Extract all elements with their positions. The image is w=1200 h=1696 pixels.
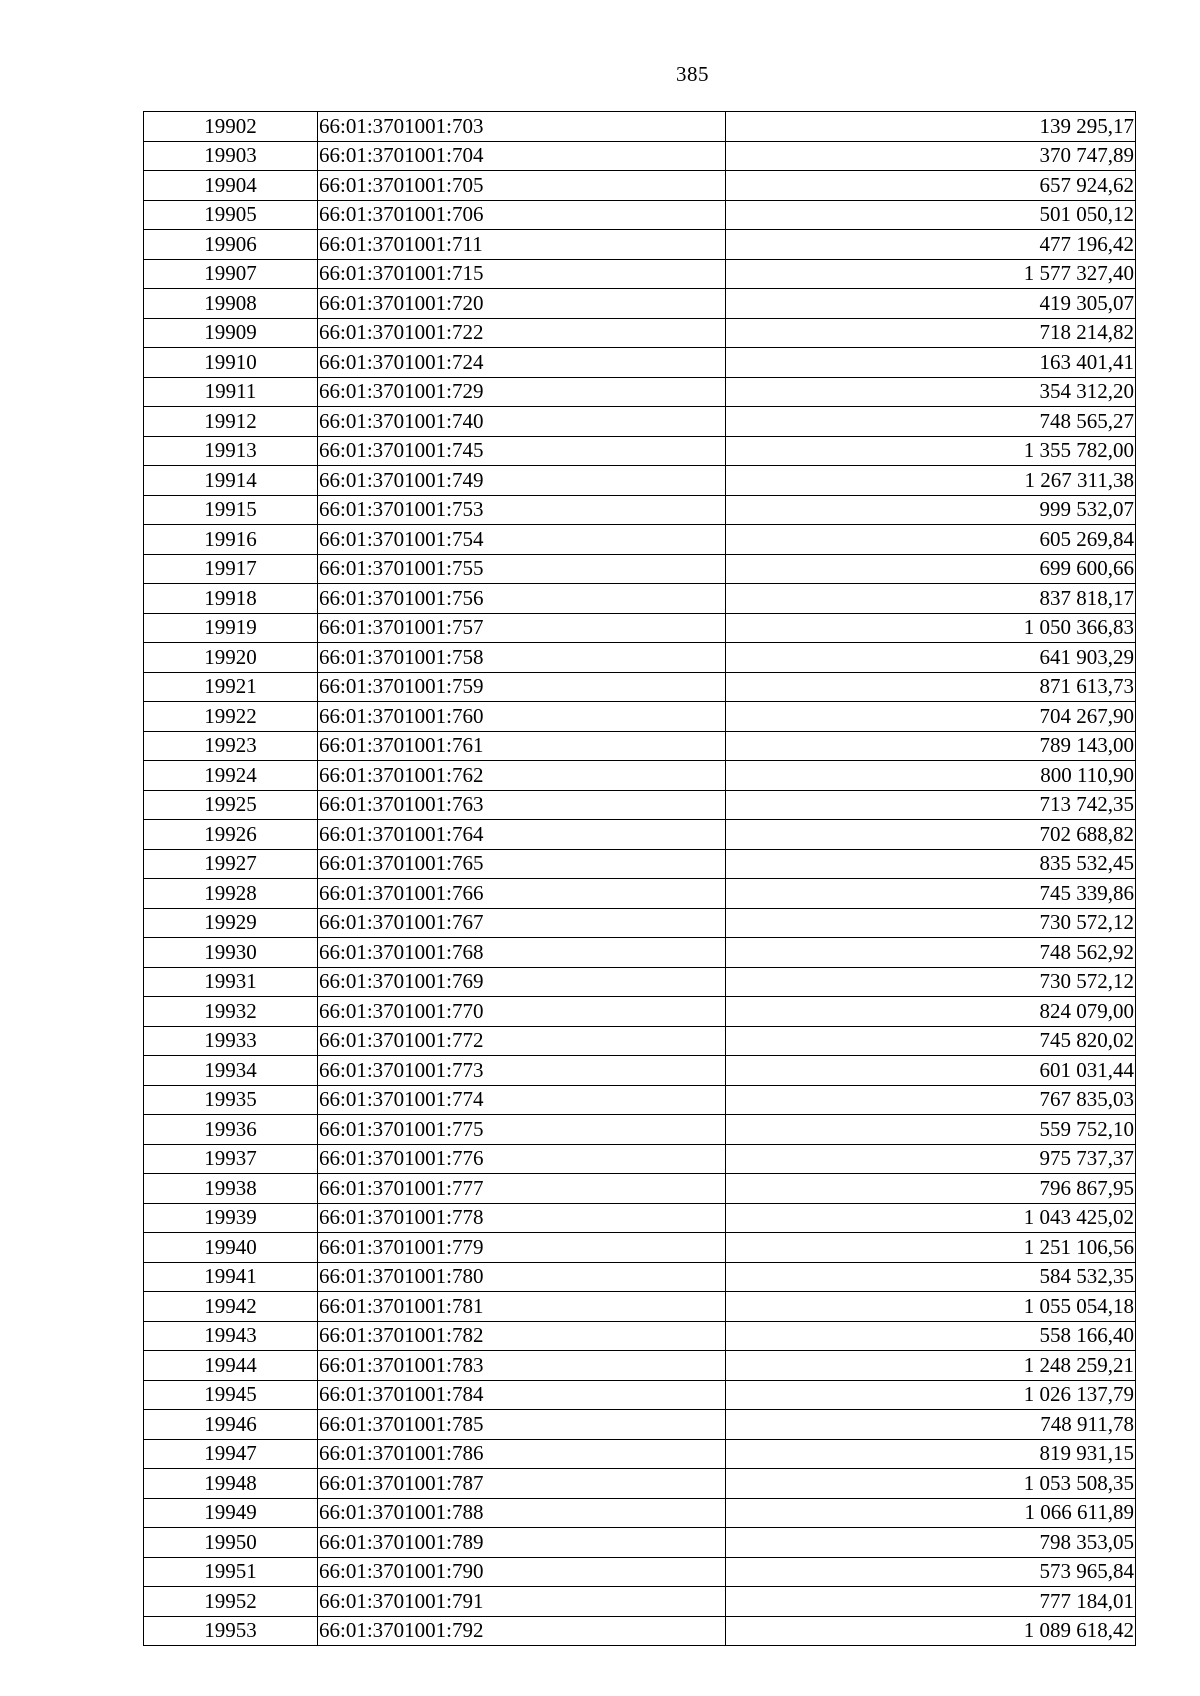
row-number-cell: 19908 (144, 289, 318, 319)
cadastral-value-cell: 559 752,10 (726, 1115, 1136, 1145)
row-number-cell: 19947 (144, 1439, 318, 1469)
table-row (144, 1056, 1136, 1086)
cadastral-value-cell: 748 911,78 (726, 1410, 1136, 1440)
cadastral-value-cell: 501 050,12 (726, 200, 1136, 230)
cadastral-number-cell: 66:01:3701001:776 (318, 1144, 726, 1174)
cadastral-value-cell: 798 353,05 (726, 1528, 1136, 1558)
cadastral-number-cell: 66:01:3701001:767 (318, 908, 726, 938)
cadastral-number-cell: 66:01:3701001:762 (318, 761, 726, 791)
cadastral-number-cell: 66:01:3701001:787 (318, 1469, 726, 1499)
table-row (144, 1351, 1136, 1381)
cadastral-number-cell: 66:01:3701001:756 (318, 584, 726, 614)
cadastral-value-cell: 1 050 366,83 (726, 613, 1136, 643)
cadastral-number-cell: 66:01:3701001:773 (318, 1056, 726, 1086)
cadastral-value-cell: 1 055 054,18 (726, 1292, 1136, 1322)
cadastral-value-cell: 584 532,35 (726, 1262, 1136, 1292)
row-number-cell: 19920 (144, 643, 318, 673)
row-number-cell: 19924 (144, 761, 318, 791)
cadastral-number-cell: 66:01:3701001:784 (318, 1380, 726, 1410)
row-number-cell: 19941 (144, 1262, 318, 1292)
table-row (144, 230, 1136, 260)
cadastral-number-cell: 66:01:3701001:780 (318, 1262, 726, 1292)
row-number-cell: 19928 (144, 879, 318, 909)
table-row (144, 112, 1136, 142)
row-number-cell: 19932 (144, 997, 318, 1027)
cadastral-number-cell: 66:01:3701001:782 (318, 1321, 726, 1351)
row-number-cell: 19930 (144, 938, 318, 968)
cadastral-value-cell: 730 572,12 (726, 908, 1136, 938)
table-row (144, 584, 1136, 614)
cadastral-number-cell: 66:01:3701001:775 (318, 1115, 726, 1145)
table-row (144, 1587, 1136, 1617)
cadastral-value-cell: 975 737,37 (726, 1144, 1136, 1174)
row-number-cell: 19936 (144, 1115, 318, 1145)
cadastral-value-cell: 1 026 137,79 (726, 1380, 1136, 1410)
cadastral-number-cell: 66:01:3701001:720 (318, 289, 726, 319)
cadastral-number-cell: 66:01:3701001:774 (318, 1085, 726, 1115)
cadastral-value-cell: 657 924,62 (726, 171, 1136, 201)
cadastral-value-cell: 748 565,27 (726, 407, 1136, 437)
row-number-cell: 19902 (144, 112, 318, 142)
row-number-cell: 19943 (144, 1321, 318, 1351)
row-number-cell: 19909 (144, 318, 318, 348)
cadastral-value-cell: 139 295,17 (726, 112, 1136, 142)
row-number-cell: 19944 (144, 1351, 318, 1381)
cadastral-value-cell: 641 903,29 (726, 643, 1136, 673)
cadastral-number-cell: 66:01:3701001:760 (318, 702, 726, 732)
cadastral-value-cell: 1 251 106,56 (726, 1233, 1136, 1263)
row-number-cell: 19940 (144, 1233, 318, 1263)
table-row (144, 1262, 1136, 1292)
row-number-cell: 19919 (144, 613, 318, 643)
cadastral-value-cell: 1 053 508,35 (726, 1469, 1136, 1499)
table-row (144, 495, 1136, 525)
row-number-cell: 19905 (144, 200, 318, 230)
cadastral-number-cell: 66:01:3701001:761 (318, 731, 726, 761)
table-row (144, 1528, 1136, 1558)
table-row (144, 407, 1136, 437)
row-number-cell: 19949 (144, 1498, 318, 1528)
table-row (144, 849, 1136, 879)
table-row (144, 1439, 1136, 1469)
table-row (144, 967, 1136, 997)
table-row (144, 1616, 1136, 1646)
cadastral-number-cell: 66:01:3701001:792 (318, 1616, 726, 1646)
cadastral-value-cell: 748 562,92 (726, 938, 1136, 968)
table-row (144, 643, 1136, 673)
row-number-cell: 19923 (144, 731, 318, 761)
cadastral-value-cell: 1 267 311,38 (726, 466, 1136, 496)
cadastral-number-cell: 66:01:3701001:788 (318, 1498, 726, 1528)
cadastral-value-cell: 370 747,89 (726, 141, 1136, 171)
row-number-cell: 19917 (144, 554, 318, 584)
cadastral-value-cell: 1 089 618,42 (726, 1616, 1136, 1646)
cadastral-number-cell: 66:01:3701001:757 (318, 613, 726, 643)
cadastral-number-cell: 66:01:3701001:745 (318, 436, 726, 466)
cadastral-value-cell: 1 248 259,21 (726, 1351, 1136, 1381)
row-number-cell: 19910 (144, 348, 318, 378)
table-row (144, 1557, 1136, 1587)
cadastral-number-cell: 66:01:3701001:786 (318, 1439, 726, 1469)
cadastral-value-cell: 704 267,90 (726, 702, 1136, 732)
row-number-cell: 19911 (144, 377, 318, 407)
cadastral-value-cell: 796 867,95 (726, 1174, 1136, 1204)
row-number-cell: 19937 (144, 1144, 318, 1174)
table-row (144, 702, 1136, 732)
cadastral-number-cell: 66:01:3701001:789 (318, 1528, 726, 1558)
cadastral-value-cell: 163 401,41 (726, 348, 1136, 378)
cadastral-number-cell: 66:01:3701001:764 (318, 820, 726, 850)
table-row (144, 318, 1136, 348)
cadastral-number-cell: 66:01:3701001:706 (318, 200, 726, 230)
cadastral-value-cell: 1 577 327,40 (726, 259, 1136, 289)
cadastral-number-cell: 66:01:3701001:758 (318, 643, 726, 673)
table-row (144, 1498, 1136, 1528)
table-row (144, 613, 1136, 643)
table-row (144, 554, 1136, 584)
row-number-cell: 19918 (144, 584, 318, 614)
table-row (144, 1085, 1136, 1115)
table-row (144, 259, 1136, 289)
cadastral-value-cell: 730 572,12 (726, 967, 1136, 997)
table-row (144, 761, 1136, 791)
row-number-cell: 19939 (144, 1203, 318, 1233)
table-row (144, 436, 1136, 466)
cadastral-value-cell: 1 355 782,00 (726, 436, 1136, 466)
table-row (144, 141, 1136, 171)
row-number-cell: 19945 (144, 1380, 318, 1410)
cadastral-number-cell: 66:01:3701001:781 (318, 1292, 726, 1322)
table-row (144, 1321, 1136, 1351)
cadastral-value-cell: 605 269,84 (726, 525, 1136, 555)
table-row (144, 171, 1136, 201)
table-row (144, 938, 1136, 968)
table-row (144, 820, 1136, 850)
row-number-cell: 19953 (144, 1616, 318, 1646)
row-number-cell: 19934 (144, 1056, 318, 1086)
row-number-cell: 19906 (144, 230, 318, 260)
row-number-cell: 19922 (144, 702, 318, 732)
cadastral-value-cell: 1 066 611,89 (726, 1498, 1136, 1528)
table-row (144, 1203, 1136, 1233)
row-number-cell: 19913 (144, 436, 318, 466)
row-number-cell: 19946 (144, 1410, 318, 1440)
row-number-cell: 19912 (144, 407, 318, 437)
cadastral-value-cell: 1 043 425,02 (726, 1203, 1136, 1233)
cadastral-number-cell: 66:01:3701001:740 (318, 407, 726, 437)
table-row (144, 997, 1136, 1027)
row-number-cell: 19935 (144, 1085, 318, 1115)
cadastral-value-cell: 713 742,35 (726, 790, 1136, 820)
cadastral-number-cell: 66:01:3701001:790 (318, 1557, 726, 1587)
cadastral-number-cell: 66:01:3701001:754 (318, 525, 726, 555)
table-row (144, 289, 1136, 319)
cadastral-number-cell: 66:01:3701001:722 (318, 318, 726, 348)
table-body (144, 112, 1136, 1646)
cadastral-number-cell: 66:01:3701001:715 (318, 259, 726, 289)
row-number-cell: 19915 (144, 495, 318, 525)
cadastral-number-cell: 66:01:3701001:704 (318, 141, 726, 171)
cadastral-number-cell: 66:01:3701001:769 (318, 967, 726, 997)
row-number-cell: 19926 (144, 820, 318, 850)
table-row (144, 1144, 1136, 1174)
cadastral-value-cell: 789 143,00 (726, 731, 1136, 761)
cadastral-value-cell: 745 339,86 (726, 879, 1136, 909)
cadastral-value-cell: 558 166,40 (726, 1321, 1136, 1351)
cadastral-number-cell: 66:01:3701001:777 (318, 1174, 726, 1204)
cadastral-value-cell: 699 600,66 (726, 554, 1136, 584)
cadastral-value-cell: 354 312,20 (726, 377, 1136, 407)
cadastral-value-cell: 824 079,00 (726, 997, 1136, 1027)
cadastral-value-cell: 767 835,03 (726, 1085, 1136, 1115)
table-row (144, 1026, 1136, 1056)
cadastral-number-cell: 66:01:3701001:772 (318, 1026, 726, 1056)
cadastral-number-cell: 66:01:3701001:768 (318, 938, 726, 968)
table-row (144, 525, 1136, 555)
table-row (144, 348, 1136, 378)
table-row (144, 466, 1136, 496)
table-row (144, 1292, 1136, 1322)
cadastral-number-cell: 66:01:3701001:778 (318, 1203, 726, 1233)
table-row (144, 1380, 1136, 1410)
row-number-cell: 19929 (144, 908, 318, 938)
table-row (144, 1115, 1136, 1145)
cadastral-value-cell: 800 110,90 (726, 761, 1136, 791)
cadastral-value-cell: 477 196,42 (726, 230, 1136, 260)
row-number-cell: 19904 (144, 171, 318, 201)
row-number-cell: 19952 (144, 1587, 318, 1617)
row-number-cell: 19925 (144, 790, 318, 820)
cadastral-value-cell: 718 214,82 (726, 318, 1136, 348)
cadastral-number-cell: 66:01:3701001:770 (318, 997, 726, 1027)
table-row (144, 377, 1136, 407)
cadastral-value-cell: 835 532,45 (726, 849, 1136, 879)
table-row (144, 731, 1136, 761)
table-row (144, 790, 1136, 820)
row-number-cell: 19951 (144, 1557, 318, 1587)
cadastral-value-cell: 573 965,84 (726, 1557, 1136, 1587)
cadastral-value-table (143, 111, 1136, 1646)
cadastral-number-cell: 66:01:3701001:729 (318, 377, 726, 407)
table-row (144, 1410, 1136, 1440)
row-number-cell: 19921 (144, 672, 318, 702)
cadastral-number-cell: 66:01:3701001:755 (318, 554, 726, 584)
cadastral-number-cell: 66:01:3701001:724 (318, 348, 726, 378)
row-number-cell: 19942 (144, 1292, 318, 1322)
row-number-cell: 19914 (144, 466, 318, 496)
row-number-cell: 19927 (144, 849, 318, 879)
cadastral-value-cell: 777 184,01 (726, 1587, 1136, 1617)
cadastral-value-cell: 819 931,15 (726, 1439, 1136, 1469)
row-number-cell: 19933 (144, 1026, 318, 1056)
row-number-cell: 19938 (144, 1174, 318, 1204)
row-number-cell: 19903 (144, 141, 318, 171)
row-number-cell: 19916 (144, 525, 318, 555)
page-number: 385 (676, 62, 709, 86)
row-number-cell: 19931 (144, 967, 318, 997)
table-row (144, 1233, 1136, 1263)
cadastral-number-cell: 66:01:3701001:749 (318, 466, 726, 496)
cadastral-number-cell: 66:01:3701001:785 (318, 1410, 726, 1440)
cadastral-number-cell: 66:01:3701001:763 (318, 790, 726, 820)
table-row (144, 1469, 1136, 1499)
cadastral-number-cell: 66:01:3701001:711 (318, 230, 726, 260)
cadastral-value-cell: 702 688,82 (726, 820, 1136, 850)
cadastral-number-cell: 66:01:3701001:791 (318, 1587, 726, 1617)
cadastral-number-cell: 66:01:3701001:703 (318, 112, 726, 142)
cadastral-number-cell: 66:01:3701001:779 (318, 1233, 726, 1263)
table-row (144, 1174, 1136, 1204)
cadastral-value-cell: 745 820,02 (726, 1026, 1136, 1056)
table-row (144, 879, 1136, 909)
cadastral-number-cell: 66:01:3701001:753 (318, 495, 726, 525)
cadastral-value-cell: 837 818,17 (726, 584, 1136, 614)
cadastral-number-cell: 66:01:3701001:783 (318, 1351, 726, 1381)
cadastral-value-cell: 601 031,44 (726, 1056, 1136, 1086)
cadastral-value-cell: 871 613,73 (726, 672, 1136, 702)
row-number-cell: 19907 (144, 259, 318, 289)
table-row (144, 200, 1136, 230)
cadastral-number-cell: 66:01:3701001:759 (318, 672, 726, 702)
row-number-cell: 19950 (144, 1528, 318, 1558)
table-row (144, 908, 1136, 938)
cadastral-number-cell: 66:01:3701001:765 (318, 849, 726, 879)
table-row (144, 672, 1136, 702)
cadastral-value-cell: 419 305,07 (726, 289, 1136, 319)
row-number-cell: 19948 (144, 1469, 318, 1499)
cadastral-value-cell: 999 532,07 (726, 495, 1136, 525)
cadastral-number-cell: 66:01:3701001:766 (318, 879, 726, 909)
cadastral-number-cell: 66:01:3701001:705 (318, 171, 726, 201)
